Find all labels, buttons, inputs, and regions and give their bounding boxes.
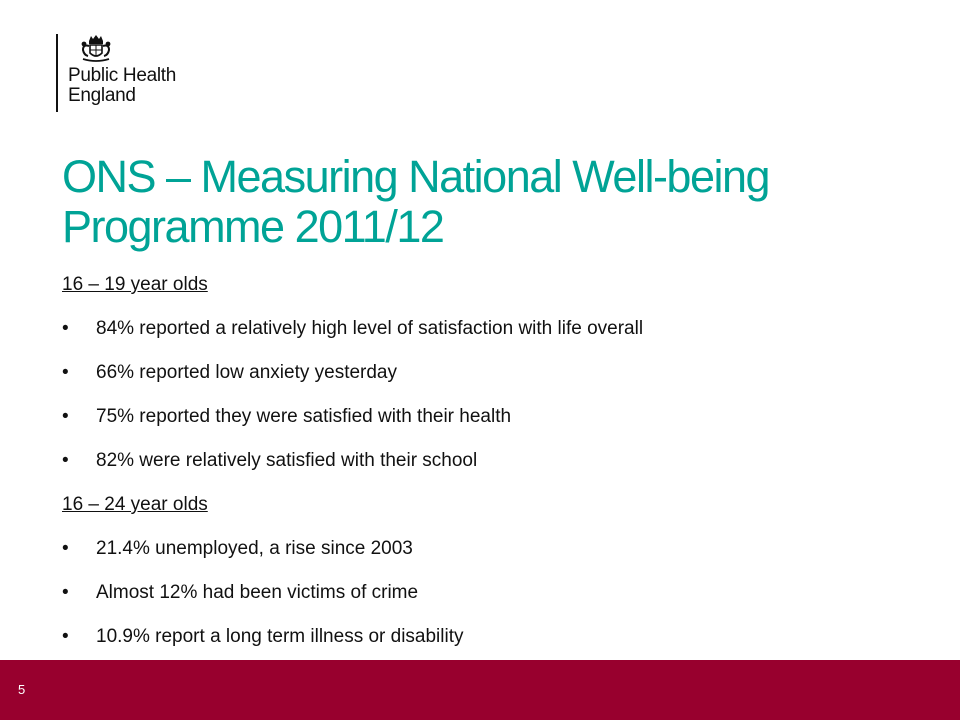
bullet-icon: •: [62, 406, 69, 427]
royal-crest-icon: [78, 34, 114, 64]
title-line-2: Programme 2011/12: [62, 201, 444, 252]
list-item-text: 21.4% unemployed, a rise since 2003: [96, 538, 413, 559]
list-item: [62, 625, 922, 649]
slide-body: [62, 273, 922, 669]
list-item-text: 82% were relatively satisfied with their school: [96, 450, 478, 471]
list-item: [62, 317, 922, 341]
phe-logo: [56, 34, 176, 112]
bullet-list-16-19: [62, 317, 922, 473]
logo-line-2: England: [68, 85, 136, 106]
bullet-icon: •: [62, 450, 69, 471]
list-item-text: 84% reported a relatively high level of satisfaction with life overall: [96, 318, 644, 339]
list-item-text: 10.9% report a long term illness or disability: [96, 626, 464, 647]
list-item: [62, 361, 922, 385]
section-heading-16-19: 16 – 19 year olds: [62, 274, 208, 295]
section-heading-16-24: 16 – 24 year olds: [62, 494, 208, 515]
list-item-text: 66% reported low anxiety yesterday: [96, 362, 397, 383]
bullet-icon: •: [62, 318, 69, 339]
logo-wordmark: [68, 66, 176, 106]
slide-title: [62, 152, 922, 252]
bullet-icon: •: [62, 362, 69, 383]
bullet-list-16-24: [62, 537, 922, 649]
page-number: 5: [18, 682, 26, 697]
bullet-icon: •: [62, 538, 69, 559]
list-item-text: Almost 12% had been victims of crime: [96, 582, 419, 603]
list-item-text: 75% reported they were satisfied with their health: [96, 406, 512, 427]
list-item: [62, 581, 922, 605]
list-item: [62, 537, 922, 561]
logo-line-1: Public Health: [68, 65, 177, 86]
title-line-1: ONS – Measuring National Well-being: [62, 151, 770, 202]
footer-bar: [0, 660, 960, 720]
list-item: [62, 405, 922, 429]
bullet-icon: •: [62, 582, 69, 603]
bullet-icon: •: [62, 626, 69, 647]
list-item: [62, 449, 922, 473]
